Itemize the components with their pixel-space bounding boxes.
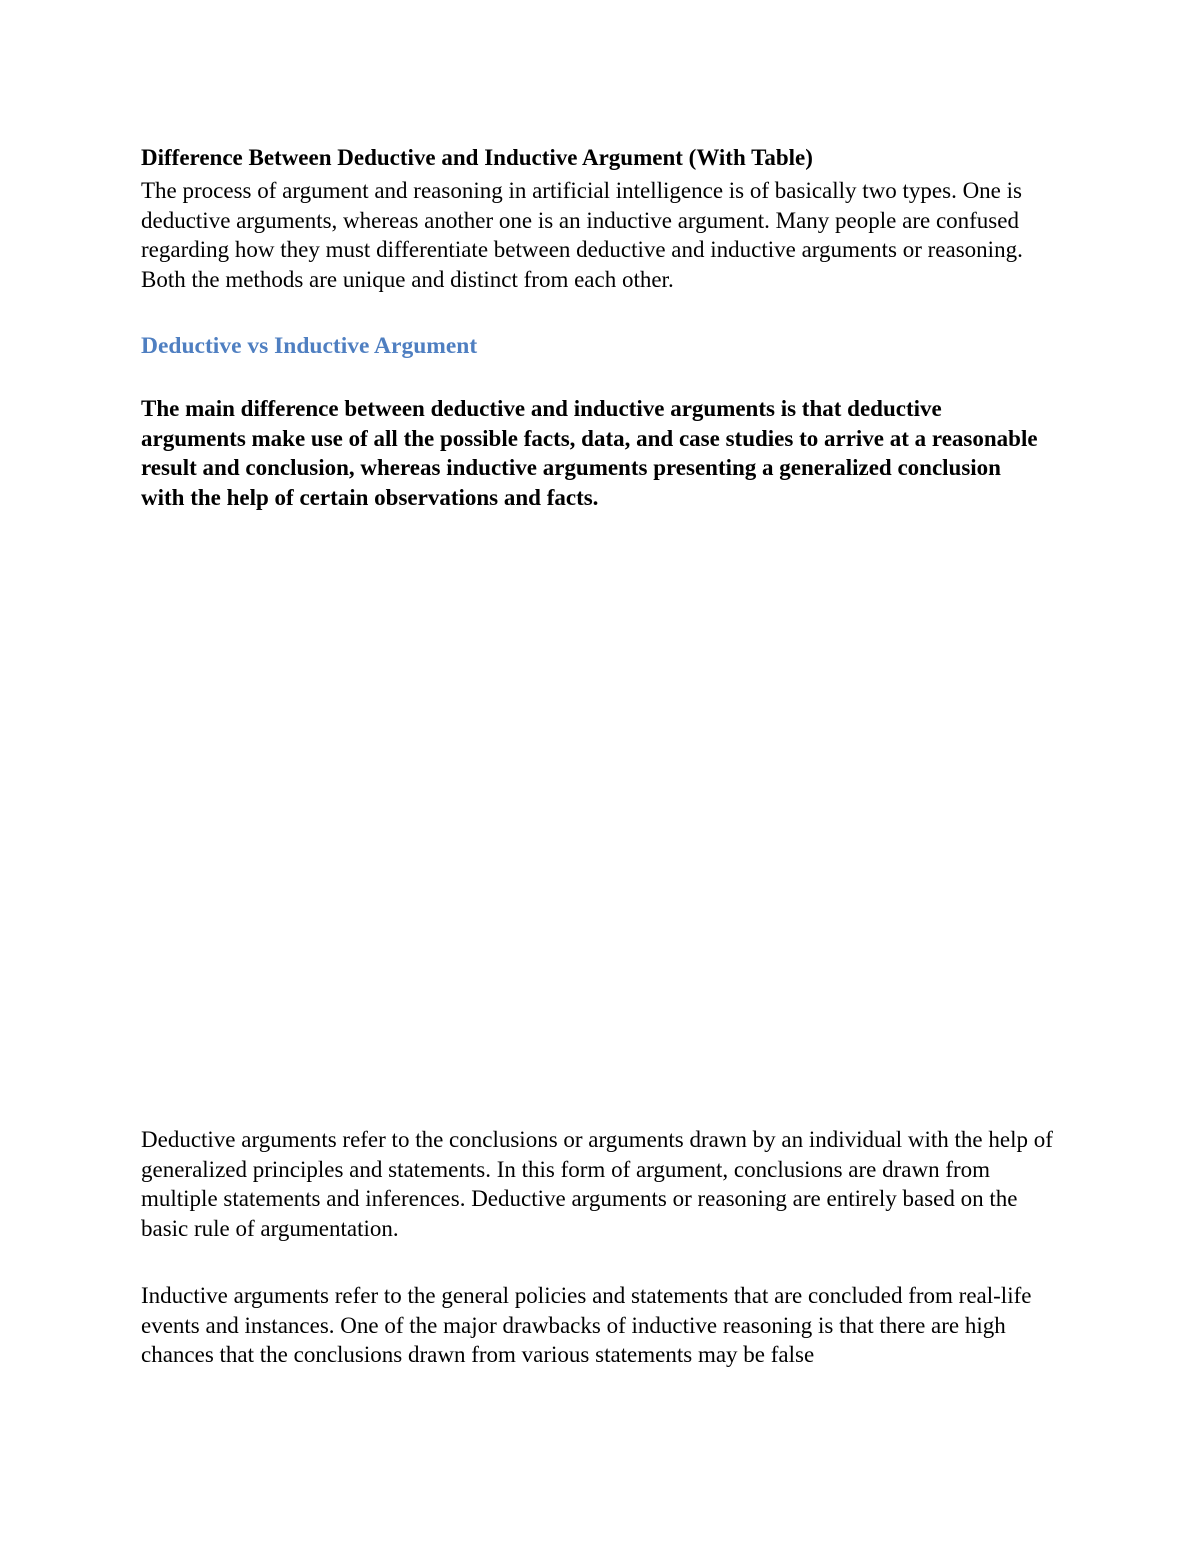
intro-paragraph: The process of argument and reasoning in artificial intelligence is of basically two types. One is deductive arguments, whereas another one is an inductive argument. Many people are confused regarding how they must differentiate between deductive and inductive arguments or reasoning. Both the methods are unique and distinct from each other.	[141, 178, 1023, 292]
deductive-paragraph: Deductive arguments refer to the conclusions or arguments drawn by an individual with the help of generalized principles and statements. In this form of argument, conclusions are drawn from multiple statements and inferences. Deductive arguments or reasoning are entirely based on the basic rule of argumentation.	[141, 1127, 1053, 1241]
summary-paragraph: The main difference between deductive and inductive arguments is that deductive arguments make use of all the possible facts, data, and case studies to arrive at a reasonable result and conclusion, whereas inductive arguments presenting a generalized conclusion with the help of certain observations and facts.	[141, 396, 1038, 510]
section-subheading: Deductive vs Inductive Argument	[141, 333, 478, 359]
inductive-paragraph: Inductive arguments refer to the general policies and statements that are concluded from real-life events and instances. One of the major drawbacks of inductive reasoning is that there are high chances that the conclusions drawn from various statements may be false	[141, 1283, 1032, 1368]
document-title: Difference Between Deductive and Inductive Argument (With Table)	[141, 145, 813, 170]
